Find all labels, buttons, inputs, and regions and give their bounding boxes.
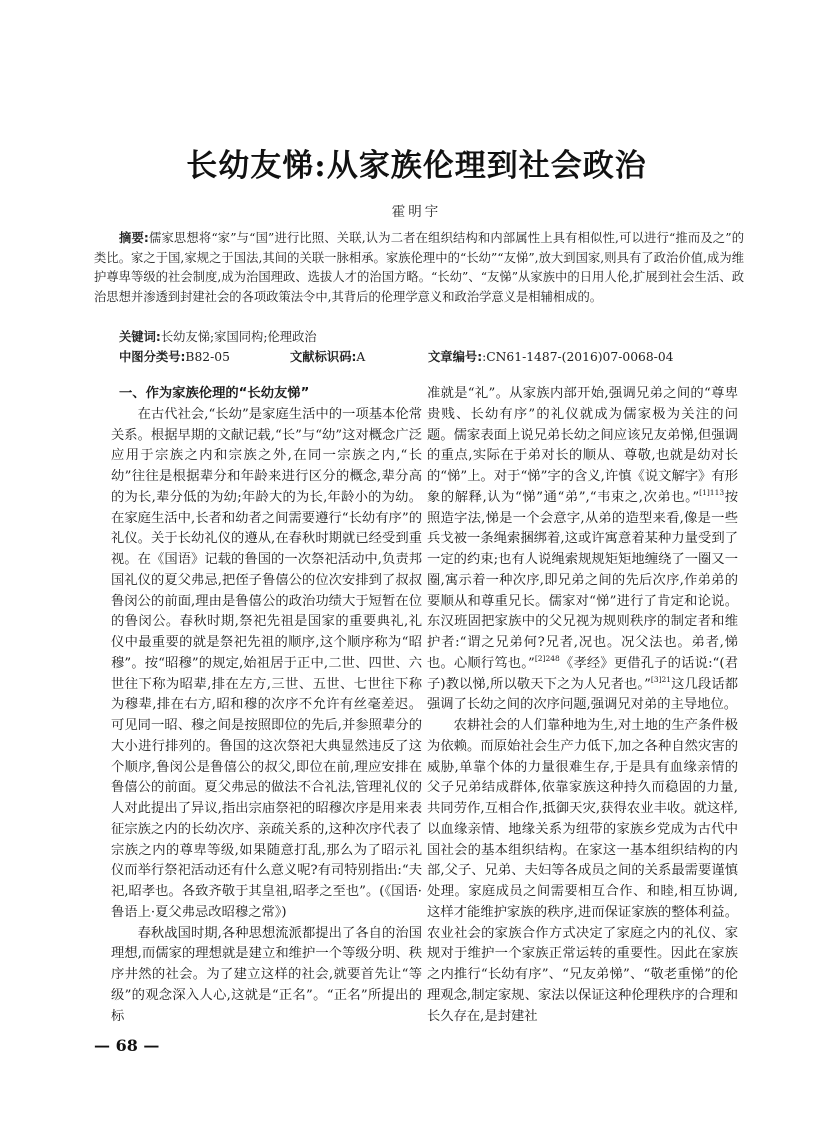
- citation[interactable]: [3]21: [650, 674, 672, 684]
- citation[interactable]: [2]248: [534, 653, 560, 663]
- abstract: [94, 229, 744, 307]
- article-number: [428, 347, 673, 365]
- article-no-value: :CN61-1487-(2016)07-0068-04: [482, 350, 674, 364]
- doc-code-label: 文献标识码:: [290, 350, 357, 364]
- page-number: — 68 —: [94, 1036, 160, 1055]
- body-paragraph: 春秋战国时期,各种思想流派都提出了各自的治国理想,而儒家的理想就是建立和维护一个等级分明、秩序井然的社会。为了建立这样的社会,就要首先让“等级”的观念深入人心,这就是“正名”。“正名”所提出的标: [111, 925, 422, 1024]
- paragraph-text: 这几段话都强调了长幼之间的次序问题,强调兄对弟的主导地位。: [427, 676, 739, 713]
- paragraph-text: 《孝经》更借孔子的话说:“(君子)教以悌,所以敬天下之为人兄者也。”: [427, 655, 738, 692]
- section-heading: 一、作为家族伦理的“长幼友悌”: [119, 386, 310, 401]
- clc-label: 中图分类号:: [119, 350, 186, 364]
- article-author: 霍明宇: [391, 204, 442, 220]
- citation[interactable]: [1]113: [699, 487, 725, 497]
- clc-number: [119, 347, 230, 365]
- body-paragraph: 农耕社会的人们靠种地为生,对土地的生产条件极为依赖。而原始社会生产力低下,加之各种自然灾害的威胁,单靠个体的力量很难生存,于是具有血缘亲情的父子兄弟结成群体,依靠家族这种持久而稳固的力量,共同劳作,互相合作,抵御天灾,获得农业丰收。就这样,以血缘亲情、地缘关系为纽带的家族乡党成为古代中国社会的基本组织结构。在家这一基本组织结构的内部,父子、兄弟、夫妇等各成员之间的关系最需要谨慎处理。家庭成员之间需要相互合作、和睦,相互协调,这样才能维护家族的秩序,进而保证家族的整体利益。农业社会的家族合作方式决定了家庭之内的礼仪、家规对于维护一个家族正常运转的重要性。因此在家族之内推行“长幼有序”、“兄友弟悌”、“敬老重悌”的伦理观念,制定家规、家法以保证这种伦理秩序的合理和长久存在,是封建社: [427, 718, 738, 1024]
- abstract-paragraph: [94, 229, 744, 307]
- paragraph-text: 准就是“礼”。从家族内部开始,强调兄弟之间的“尊卑贵贱、长幼有序”的礼仪就成为儒家极为关注的问题。儒家表面上说兄弟长幼之间应该兄友弟悌,但强调的重点,实际在于弟对长的顺从、尊敬,也就是幼对长的“悌”上。对于“悌”字的含义,许慎《说文解字》有形象的解释,认为“悌”通“弟”,“韦束之,次弟也。”: [427, 386, 738, 505]
- article-no-label: 文章编号:: [428, 350, 483, 364]
- body-paragraph: 在古代社会,“长幼”是家庭生活中的一项基本伦常关系。根据早期的文献记载,“长”与“幼”这对概念广泛应用于宗族之内和宗族之外,在同一宗族之内,“长幼”往往是根据辈分和年龄来进行区分的概念,辈分高的为长,辈分低的为幼;年龄大的为长,年龄小的为幼。在家庭生活中,长者和幼者之间需要遵行“长幼有序”的礼仪。关于长幼礼仪的遵从,在春秋时期就已经受到重视。在《国语》记载的鲁国的一次祭祀活动中,负责邦国礼仪的夏父弗忌,把侄子鲁僖公的位次安排到了叔叔鲁闵公的前面,理由是鲁僖公的政治功绩大于短暂在位的鲁闵公。春秋时期,祭祀先祖是国家的重要典礼,礼仪中最重要的就是祭祀先祖的顺序,这个顺序称为“昭穆”。按“昭穆”的规定,始祖居于正中,二世、四世、六世往下称为昭辈,排在左方,三世、五世、七世往下称为穆辈,排在右方,昭和穆的次序不允许有丝毫差迟。可见同一昭、穆之间是按照即位的先后,并参照辈分的大小进行排列的。鲁国的这次祭祀大典显然违反了这个顺序,鲁闵公是鲁僖公的叔父,即位在前,理应安排在鲁僖公的前面。夏父弗忌的做法不合礼法,管理礼仪的人对此提出了异议,指出宗庙祭祀的昭穆次序是用来表征宗族之内的长幼次序、亲疏关系的,这种次序代表了宗族之内的尊卑等级,如果随意打乱,那么为了昭示礼仪而举行祭祀活动还有什么意义呢?有司特别指出:“夫祀,昭孝也。各致齐敬于其皇祖,昭孝之至也”。(《国语·鲁语上·夏父弗忌改昭穆之常》): [111, 406, 422, 920]
- clc-value: B82-05: [185, 350, 230, 364]
- right-column: [427, 384, 738, 1027]
- keywords-value: 长幼友悌;家国同构;伦理政治: [160, 330, 317, 344]
- keywords-label: 关键词:: [119, 330, 161, 344]
- article-title: 长幼友悌:从家族伦理到社会政治: [186, 148, 647, 184]
- doc-code-value: A: [356, 350, 366, 364]
- body-paragraph: [427, 384, 738, 716]
- left-column: [111, 384, 422, 1027]
- abstract-label: 摘要:: [119, 231, 149, 245]
- document-code: [290, 347, 365, 365]
- abstract-text: 儒家思想将“家”与“国”进行比照、关联,认为二者在组织结构和内部属性上具有相似性,可以进行“推而及之”的类比。家之于国,家规之于国法,其间的关联一脉相承。家族伦理中的“长幼”“友悌”,放大到国家,则具有了政治价值,成为维护尊卑等级的社会制度,成为治国理政、选拔人才的治国方略。“长幼”、“友悌”从家族中的日用人伦,扩展到社会生活、政治思想并渗透到封建社会的各项政策法令中,其背后的伦理学意义和政治学意义是相辅相成的。: [94, 231, 744, 304]
- paragraph-text: 按照造字法,悌是一个会意字,从弟的造型来看,像是一些兵戈被一条绳索捆绑着,这或许寓意着某种力量受到了一定的约束;也有人说绳索规规矩矩地缠绕了一圈又一圈,寓示着一种次序,即兄弟之间的先后次序,作弟弟的要顺从和尊重兄长。儒家对“悌”进行了肯定和论说。东汉班固把家族中的父兄视为规则秩序的制定者和维护者:“谓之兄弟何?兄者,况也。况父法也。弟者,悌也。心顺行笃也。”: [427, 489, 738, 671]
- keywords: [119, 327, 317, 345]
